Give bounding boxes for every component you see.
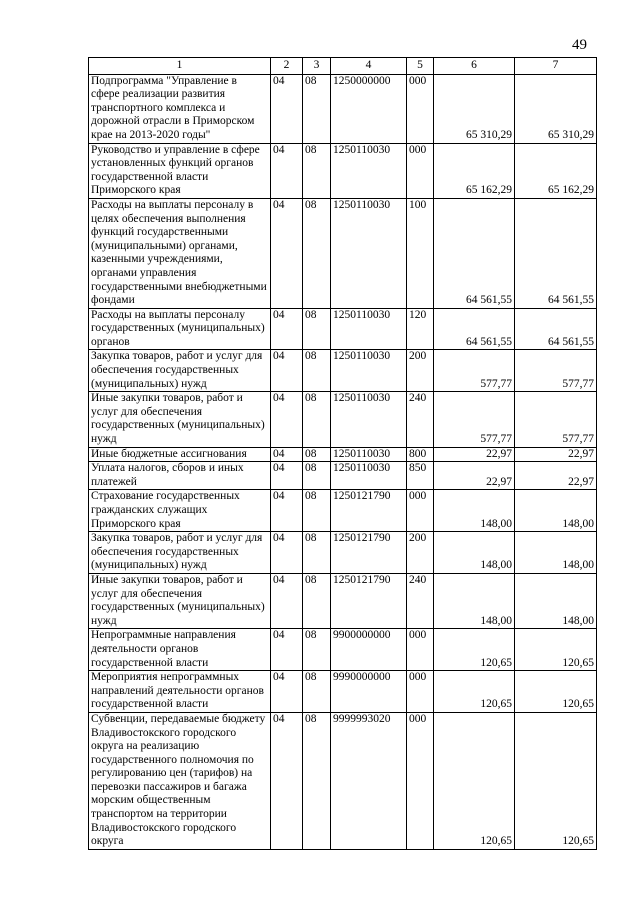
column-header-6: 6 bbox=[434, 58, 515, 75]
column-header-4: 4 bbox=[331, 58, 407, 75]
table-row bbox=[89, 490, 597, 532]
subsection-code: 08 bbox=[303, 392, 331, 447]
target-article-code: 1250110030 bbox=[331, 308, 407, 350]
subsection-code: 08 bbox=[303, 629, 331, 671]
table-row bbox=[89, 392, 597, 447]
section-code: 04 bbox=[271, 573, 303, 628]
amount-column-7: 577,77 bbox=[515, 350, 597, 392]
amount-column-6: 120,65 bbox=[434, 671, 515, 713]
subsection-code: 08 bbox=[303, 462, 331, 490]
amount-column-6: 120,65 bbox=[434, 712, 515, 849]
subsection-code: 08 bbox=[303, 350, 331, 392]
amount-column-6: 64 561,55 bbox=[434, 198, 515, 308]
table-row bbox=[89, 308, 597, 350]
amount-column-7: 22,97 bbox=[515, 447, 597, 462]
subsection-code: 08 bbox=[303, 490, 331, 532]
subsection-code: 08 bbox=[303, 308, 331, 350]
target-article-code: 1250110030 bbox=[331, 198, 407, 308]
row-name: Закупка товаров, работ и услуг для обеспечения государственных (муниципальных) нужд bbox=[89, 350, 271, 392]
row-name: Непрограммные направления деятельности органов государственной власти bbox=[89, 629, 271, 671]
amount-column-6: 148,00 bbox=[434, 490, 515, 532]
section-code: 04 bbox=[271, 198, 303, 308]
subsection-code: 08 bbox=[303, 532, 331, 574]
subsection-code: 08 bbox=[303, 712, 331, 849]
subsection-code: 08 bbox=[303, 447, 331, 462]
amount-column-6: 22,97 bbox=[434, 462, 515, 490]
expense-type-code: 200 bbox=[407, 532, 434, 574]
subsection-code: 08 bbox=[303, 74, 331, 143]
amount-column-7: 64 561,55 bbox=[515, 308, 597, 350]
row-name: Страхование государственных гражданских служащих Приморского края bbox=[89, 490, 271, 532]
column-header-5: 5 bbox=[407, 58, 434, 75]
column-header-1: 1 bbox=[89, 58, 271, 75]
expense-type-code: 000 bbox=[407, 490, 434, 532]
amount-column-6: 65 310,29 bbox=[434, 74, 515, 143]
column-header-3: 3 bbox=[303, 58, 331, 75]
expense-type-code: 000 bbox=[407, 143, 434, 198]
row-name: Субвенции, передаваемые бюджету Владивостокского городского округа на реализацию государственного полномочия по регулированию цен (тарифов) на перевозки пассажиров и багажа морским общественным транспортом на территории Владивостокского городского округа bbox=[89, 712, 271, 849]
section-code: 04 bbox=[271, 350, 303, 392]
amount-column-6: 148,00 bbox=[434, 532, 515, 574]
subsection-code: 08 bbox=[303, 198, 331, 308]
target-article-code: 1250110030 bbox=[331, 447, 407, 462]
amount-column-6: 577,77 bbox=[434, 392, 515, 447]
table-row bbox=[89, 462, 597, 490]
target-article-code: 1250121790 bbox=[331, 490, 407, 532]
row-name: Расходы на выплаты персоналу государственных (муниципальных) органов bbox=[89, 308, 271, 350]
target-article-code: 1250110030 bbox=[331, 143, 407, 198]
amount-column-7: 148,00 bbox=[515, 532, 597, 574]
section-code: 04 bbox=[271, 629, 303, 671]
target-article-code: 1250110030 bbox=[331, 350, 407, 392]
section-code: 04 bbox=[271, 308, 303, 350]
expense-type-code: 000 bbox=[407, 712, 434, 849]
target-article-code: 1250121790 bbox=[331, 532, 407, 574]
expense-type-code: 850 bbox=[407, 462, 434, 490]
row-name: Закупка товаров, работ и услуг для обеспечения государственных (муниципальных) нужд bbox=[89, 532, 271, 574]
section-code: 04 bbox=[271, 143, 303, 198]
row-name: Иные закупки товаров, работ и услуг для обеспечения государственных (муниципальных) нужд bbox=[89, 392, 271, 447]
section-code: 04 bbox=[271, 462, 303, 490]
amount-column-7: 120,65 bbox=[515, 671, 597, 713]
target-article-code: 1250110030 bbox=[331, 392, 407, 447]
expense-type-code: 200 bbox=[407, 350, 434, 392]
amount-column-6: 120,65 bbox=[434, 629, 515, 671]
section-code: 04 bbox=[271, 712, 303, 849]
table-row bbox=[89, 74, 597, 143]
expense-type-code: 240 bbox=[407, 392, 434, 447]
expense-type-code: 000 bbox=[407, 671, 434, 713]
row-name: Уплата налогов, сборов и иных платежей bbox=[89, 462, 271, 490]
row-name: Подпрограмма "Управление в сфере реализации развития транспортного комплекса и дорожной отрасли в Приморском крае на 2013-2020 годы" bbox=[89, 74, 271, 143]
section-code: 04 bbox=[271, 74, 303, 143]
expense-type-code: 000 bbox=[407, 74, 434, 143]
row-name: Иные закупки товаров, работ и услуг для обеспечения государственных (муниципальных) нужд bbox=[89, 573, 271, 628]
amount-column-7: 65 162,29 bbox=[515, 143, 597, 198]
table-row bbox=[89, 629, 597, 671]
target-article-code: 1250110030 bbox=[331, 462, 407, 490]
row-name: Мероприятия непрограммных направлений деятельности органов государственной власти bbox=[89, 671, 271, 713]
table-row bbox=[89, 573, 597, 628]
target-article-code: 9990000000 bbox=[331, 671, 407, 713]
amount-column-7: 120,65 bbox=[515, 629, 597, 671]
row-name: Руководство и управление в сфере установленных функций органов государственной власти Приморского края bbox=[89, 143, 271, 198]
amount-column-6: 65 162,29 bbox=[434, 143, 515, 198]
page-number: 49 bbox=[572, 37, 587, 53]
subsection-code: 08 bbox=[303, 573, 331, 628]
table-row bbox=[89, 712, 597, 849]
expense-type-code: 240 bbox=[407, 573, 434, 628]
amount-column-6: 148,00 bbox=[434, 573, 515, 628]
amount-column-7: 148,00 bbox=[515, 573, 597, 628]
expense-type-code: 000 bbox=[407, 629, 434, 671]
section-code: 04 bbox=[271, 490, 303, 532]
target-article-code: 9900000000 bbox=[331, 629, 407, 671]
amount-column-7: 65 310,29 bbox=[515, 74, 597, 143]
amount-column-7: 120,65 bbox=[515, 712, 597, 849]
table-row bbox=[89, 532, 597, 574]
expense-type-code: 120 bbox=[407, 308, 434, 350]
header-row bbox=[89, 58, 597, 75]
subsection-code: 08 bbox=[303, 143, 331, 198]
table-row bbox=[89, 198, 597, 308]
section-code: 04 bbox=[271, 447, 303, 462]
subsection-code: 08 bbox=[303, 671, 331, 713]
target-article-code: 9999993020 bbox=[331, 712, 407, 849]
amount-column-6: 22,97 bbox=[434, 447, 515, 462]
expense-type-code: 100 bbox=[407, 198, 434, 308]
table-row bbox=[89, 671, 597, 713]
table-row bbox=[89, 143, 597, 198]
target-article-code: 1250121790 bbox=[331, 573, 407, 628]
amount-column-7: 577,77 bbox=[515, 392, 597, 447]
table-row bbox=[89, 350, 597, 392]
amount-column-7: 22,97 bbox=[515, 462, 597, 490]
column-header-2: 2 bbox=[271, 58, 303, 75]
amount-column-7: 64 561,55 bbox=[515, 198, 597, 308]
amount-column-6: 577,77 bbox=[434, 350, 515, 392]
amount-column-7: 148,00 bbox=[515, 490, 597, 532]
section-code: 04 bbox=[271, 532, 303, 574]
column-header-7: 7 bbox=[515, 58, 597, 75]
expense-type-code: 800 bbox=[407, 447, 434, 462]
row-name: Иные бюджетные ассигнования bbox=[89, 447, 271, 462]
budget-table bbox=[88, 57, 597, 850]
section-code: 04 bbox=[271, 392, 303, 447]
amount-column-6: 64 561,55 bbox=[434, 308, 515, 350]
section-code: 04 bbox=[271, 671, 303, 713]
row-name: Расходы на выплаты персоналу в целях обеспечения выполнения функций государственными (муниципальными) органами, казенными учреждениями, органами управления государственными внебюджетными фондами bbox=[89, 198, 271, 308]
target-article-code: 1250000000 bbox=[331, 74, 407, 143]
table-row bbox=[89, 447, 597, 462]
